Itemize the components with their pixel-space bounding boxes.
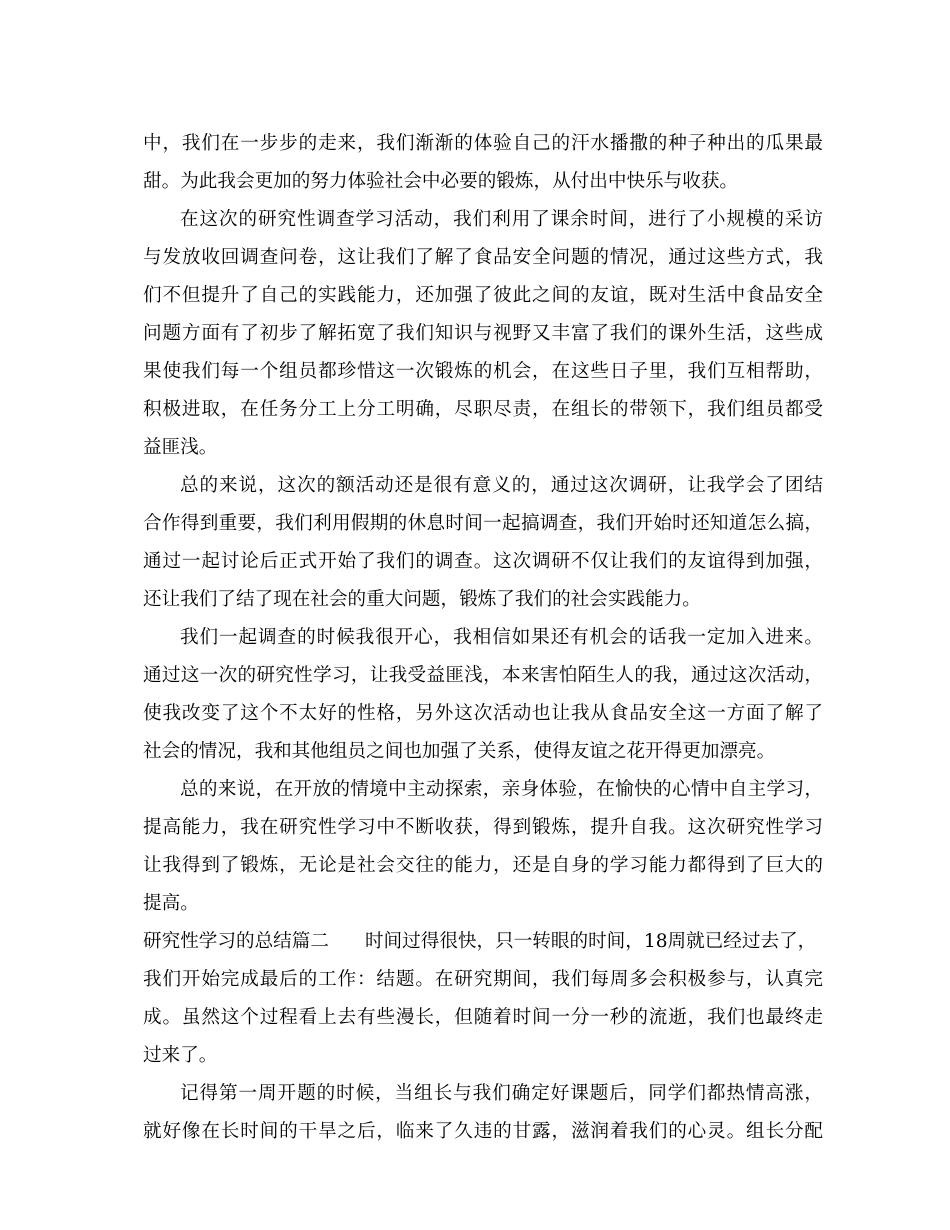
text-line: 提高能力，我在研究性学习中不断收获，得到锻炼，提升自我。这次研究性学习 (143, 817, 823, 838)
text-line: 果使我们每一个组员都珍惜这一次锻炼的机会，在这些日子里，我们互相帮助， (143, 361, 823, 382)
text-line: 益匪浅。 (143, 437, 218, 458)
text-line: 让我得到了锻炼，无论是社会交往的能力，还是自身的学习能力都得到了巨大的 (143, 855, 823, 876)
text-line: 成。虽然这个过程看上去有些漫长，但随着时间一分一秒的流逝，我们也最终走 (143, 1007, 823, 1028)
paragraph-first-line: 在这次的研究性调查学习活动，我们利用了课余时间，进行了小规模的采访 (180, 209, 823, 230)
paragraph-first-line: 总的来说，这次的额活动还是很有意义的，通过这次调研，让我学会了团结 (180, 475, 823, 496)
text-line: 还让我们了结了现在社会的重大问题，锻炼了我们的社会实践能力。 (143, 589, 701, 610)
text-line: 提高。 (143, 893, 199, 914)
text-line: 通过这一次的研究性学习，让我受益匪浅，本来害怕陌生人的我，通过这次活动， (143, 665, 823, 686)
paragraph-first-line: 我们一起调查的时候我很开心，我相信如果还有机会的话我一定加入进来。 (180, 627, 823, 648)
text-line: 积极进取，在任务分工上分工明确，尽职尽责，在组长的带领下，我们组员都受 (143, 399, 823, 420)
text-line: 合作得到重要，我们利用假期的休息时间一起搞调查，我们开始时还知道怎么搞， (143, 513, 823, 534)
section-first-sentence: 时间过得很快，只一转眼的时间，18周就已经过去了， (364, 931, 817, 952)
text-line: 们不但提升了自己的实践能力，还加强了彼此之间的友谊，既对生活中食品安全 (143, 285, 823, 306)
text-line: 我们开始完成最后的工作：结题。在研究期间，我们每周多会积极参与，认真完 (143, 969, 823, 990)
text-line: 甜。为此我会更加的努力体验社会中必要的锻炼，从付出中快乐与收获。 (143, 171, 739, 192)
text-line: 过来了。 (143, 1045, 218, 1066)
section-heading: 研究性学习的总结篇二 (143, 931, 329, 952)
paragraph-first-line: 记得第一周开题的时候，当组长与我们确定好课题后，同学们都热情高涨， (180, 1083, 823, 1104)
text-line: 使我改变了这个不太好的性格，另外这次活动也让我从食品安全这一方面了解了 (143, 703, 823, 724)
section-heading-line (143, 926, 823, 958)
text-line: 与发放收回调查问卷，这让我们了解了食品安全问题的情况，通过这些方式，我 (143, 247, 823, 268)
text-line: 中，我们在一步步的走来，我们渐渐的体验自己的汗水播撒的种子种出的瓜果最 (143, 133, 823, 154)
text-line: 问题方面有了初步了解拓宽了我们知识与视野又丰富了我们的课外生活，这些成 (143, 323, 823, 344)
text-line: 通过一起讨论后正式开始了我们的调查。这次调研不仅让我们的友谊得到加强， (143, 551, 823, 572)
text-line: 社会的情况，我和其他组员之间也加强了关系，使得友谊之花开得更加漂亮。 (143, 741, 776, 762)
text-line: 就好像在长时间的干旱之后，临来了久违的甘露，滋润着我们的心灵。组长分配 (143, 1121, 823, 1142)
paragraph-first-line: 总的来说，在开放的情境中主动探索，亲身体验，在愉快的心情中自主学习， (180, 779, 823, 800)
